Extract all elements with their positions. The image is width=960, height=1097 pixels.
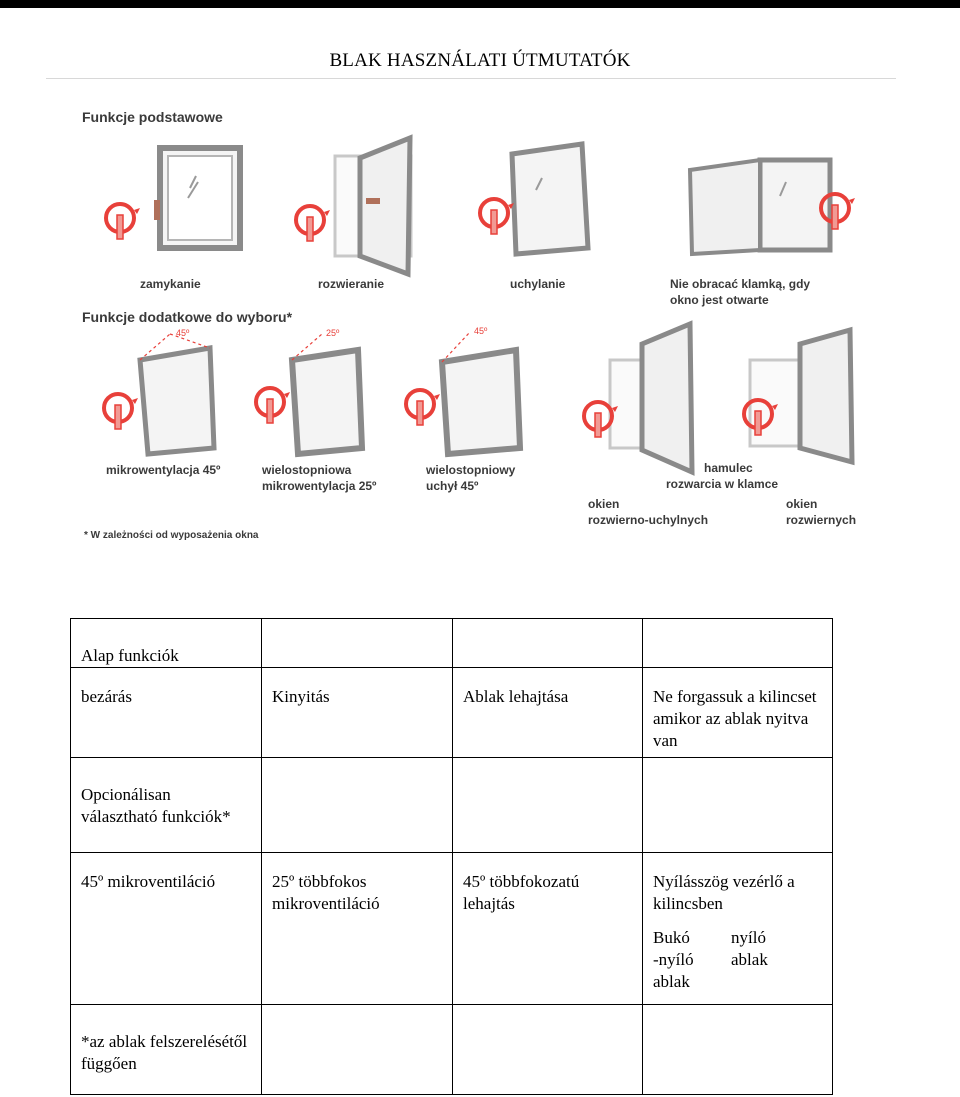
label-multistage-tilt-1: wielostopniowy xyxy=(426,463,516,477)
cell-microvent-25: 25º többfokos mikroventiláció xyxy=(262,853,453,1005)
title-divider xyxy=(46,78,896,79)
angle-label-3: 45º xyxy=(474,326,488,336)
empty-cell xyxy=(643,758,833,853)
empty-cell xyxy=(453,1005,643,1095)
micro-ventilation-45-icon xyxy=(104,328,214,454)
empty-cell xyxy=(262,1005,453,1095)
label-casement-1: okien xyxy=(786,497,818,511)
label-tilting: uchylanie xyxy=(510,277,566,291)
window-type-options xyxy=(653,927,822,993)
table-row xyxy=(71,1005,833,1095)
optional-functions-cell: Opcionálisan választható funkciók* xyxy=(71,758,262,853)
label-tiltturn-2: rozwierno-uchylnych xyxy=(588,513,709,527)
cell-warning: Ne forgassuk a kilincset amikor az ablak nyitva van xyxy=(643,668,833,758)
micro-ventilation-25-icon xyxy=(256,328,362,454)
cell-microvent-45: 45º mikroventiláció xyxy=(71,853,262,1005)
label-brake-1: hamulec xyxy=(704,461,753,475)
table-row xyxy=(71,619,833,668)
label-tiltturn-1: okien xyxy=(588,497,620,511)
angle-label-1: 45º xyxy=(176,328,190,338)
empty-cell xyxy=(643,619,833,668)
table-row xyxy=(71,668,833,758)
casement-brake-icon xyxy=(744,330,852,462)
option-turn-label: -nyíló xyxy=(653,950,694,969)
option-window-label: ablak xyxy=(731,950,768,969)
footnote-cell: *az ablak felszerelésétől függően xyxy=(71,1005,262,1095)
empty-cell xyxy=(643,1005,833,1095)
functions-table xyxy=(70,618,833,1095)
closing-window-icon xyxy=(106,148,240,248)
empty-cell xyxy=(453,619,643,668)
basic-functions-heading: Funkcje podstawowe xyxy=(82,109,223,125)
figure-footnote: * W zależności od wyposażenia okna xyxy=(84,530,259,541)
cell-tilting: Ablak lehajtása xyxy=(453,668,643,758)
label-multistage-2: mikrowentylacja 25º xyxy=(262,479,377,493)
option-tilt-label: Bukó xyxy=(653,928,690,947)
cell-closing: bezárás xyxy=(71,668,262,758)
label-warning-line2: okno jest otwarte xyxy=(670,293,769,307)
multistage-tilt-45-icon xyxy=(406,326,520,454)
label-closing: zamykanie xyxy=(140,277,201,291)
basic-functions-cell: Alap funkciók xyxy=(71,619,262,668)
empty-cell xyxy=(262,758,453,853)
option-window-label-2: ablak xyxy=(653,972,690,991)
top-border-bar xyxy=(0,0,960,8)
extra-functions-heading: Funkcje dodatkowe do wyboru* xyxy=(82,309,293,325)
label-multistage-tilt-2: uchył 45º xyxy=(426,479,479,493)
empty-cell xyxy=(262,619,453,668)
tilting-window-icon xyxy=(480,144,588,254)
do-not-turn-handle-icon xyxy=(690,160,855,254)
cell-opening-angle-control: Nyílásszög vezérlő a kilincsben Bukó nyíló -nyíló ablak ablak xyxy=(643,853,833,1005)
cell-opening: Kinyitás xyxy=(262,668,453,758)
option-casement-label: nyíló xyxy=(731,928,766,947)
empty-cell xyxy=(453,758,643,853)
table-row xyxy=(71,758,833,853)
window-functions-illustration xyxy=(70,98,900,558)
page-title: BLAK HASZNÁLATI ÚTMUTATÓK xyxy=(329,50,631,71)
angle-label-2: 25º xyxy=(326,328,340,338)
label-brake-2: rozwarcia w klamce xyxy=(666,477,779,491)
opening-window-icon xyxy=(296,138,411,274)
tilt-turn-brake-icon xyxy=(584,324,692,472)
label-warning-line1: Nie obracać klamką, gdy xyxy=(670,277,811,291)
label-casement-2: rozwiernych xyxy=(786,513,857,527)
label-opening: rozwieranie xyxy=(318,277,385,291)
cell-multistage-tilt: 45º többfokozatú lehajtás xyxy=(453,853,643,1005)
label-multistage-1: wielostopniowa xyxy=(262,463,352,477)
label-microvent-45: mikrowentylacja 45º xyxy=(106,463,221,477)
table-row xyxy=(71,853,833,1005)
